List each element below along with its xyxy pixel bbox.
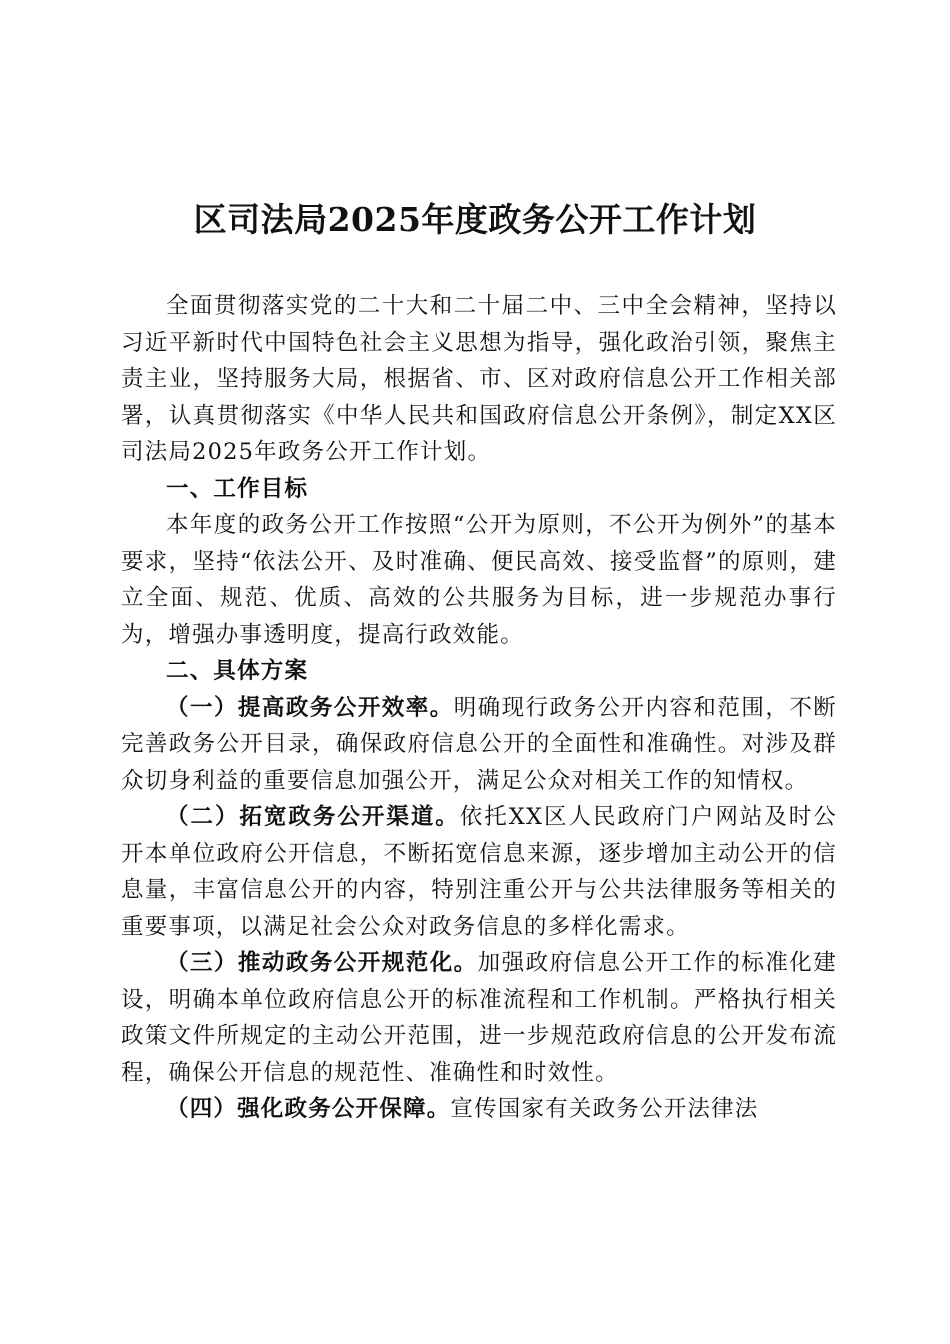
plan-item-1 <box>121 690 837 800</box>
plan-item-2 <box>121 799 837 945</box>
section-heading-work-goals: 一、工作目标 <box>166 475 309 502</box>
plan-item-1-text: 明确现行政务公开内容和范围，不断完善政务公开目录，确保政府信息公开的全面性和准确性。对涉及群众切身利益的重要信息加强公开，满足公众对相关工作的知情权。 <box>121 694 837 794</box>
plan-item-4 <box>121 1091 837 1128</box>
plan-item-2-lead: （二）拓宽政务公开渠道。 <box>166 804 460 830</box>
plan-item-3-lead: （三）推动政务公开规范化。 <box>166 950 478 976</box>
intro-paragraph: 全面贯彻落实党的二十大和二十届二中、三中全会精神，坚持以习近平新时代中国特色社会主义思想为指导，强化政治引领，聚焦主责主业，坚持服务大局，根据省、市、区对政府信息公开工作相关部署，认真贯彻落实《中华人民共和国政府信息公开条例》，制定XX区司法局2025年政务公开工作计划。 <box>121 293 837 465</box>
document-body <box>121 288 837 1128</box>
document-title: 区司法局2025年度政务公开工作计划 <box>193 200 757 239</box>
work-goals-paragraph: 本年度的政务公开工作按照“公开为原则，不公开为例外”的基本要求，坚持“依法公开、及时准确、便民高效、接受监督”的原则，建立全面、规范、优质、高效的公共服务为目标，进一步规范办事行为，增强办事透明度，提高行政效能。 <box>121 512 837 648</box>
plan-item-1-lead: （一）提高政务公开效率。 <box>166 694 454 721</box>
plan-item-3 <box>121 945 837 1091</box>
plan-item-4-text: 宣传国家有关政务公开法律法 <box>450 1096 759 1122</box>
section-heading-specific-plan: 二、具体方案 <box>166 658 309 684</box>
plan-item-2-text: 依托XX区人民政府门户网站及时公开本单位政府公开信息，不断拓宽信息来源，逐步增加主动公开的信息量，丰富信息公开的内容，特别注重公开与公共法律服务等相关的重要事项，以满足社会公众对政务信息的多样化需求。 <box>121 804 837 940</box>
plan-item-4-lead: （四）强化政务公开保障。 <box>166 1096 451 1122</box>
plan-item-3-text: 加强政府信息公开工作的标准化建设，明确本单位政府信息公开的标准流程和工作机制。严格执行相关政策文件所规定的主动公开范围，进一步规范政府信息的公开发布流程，确保公开信息的规范性、准确性和时效性。 <box>121 950 837 1086</box>
